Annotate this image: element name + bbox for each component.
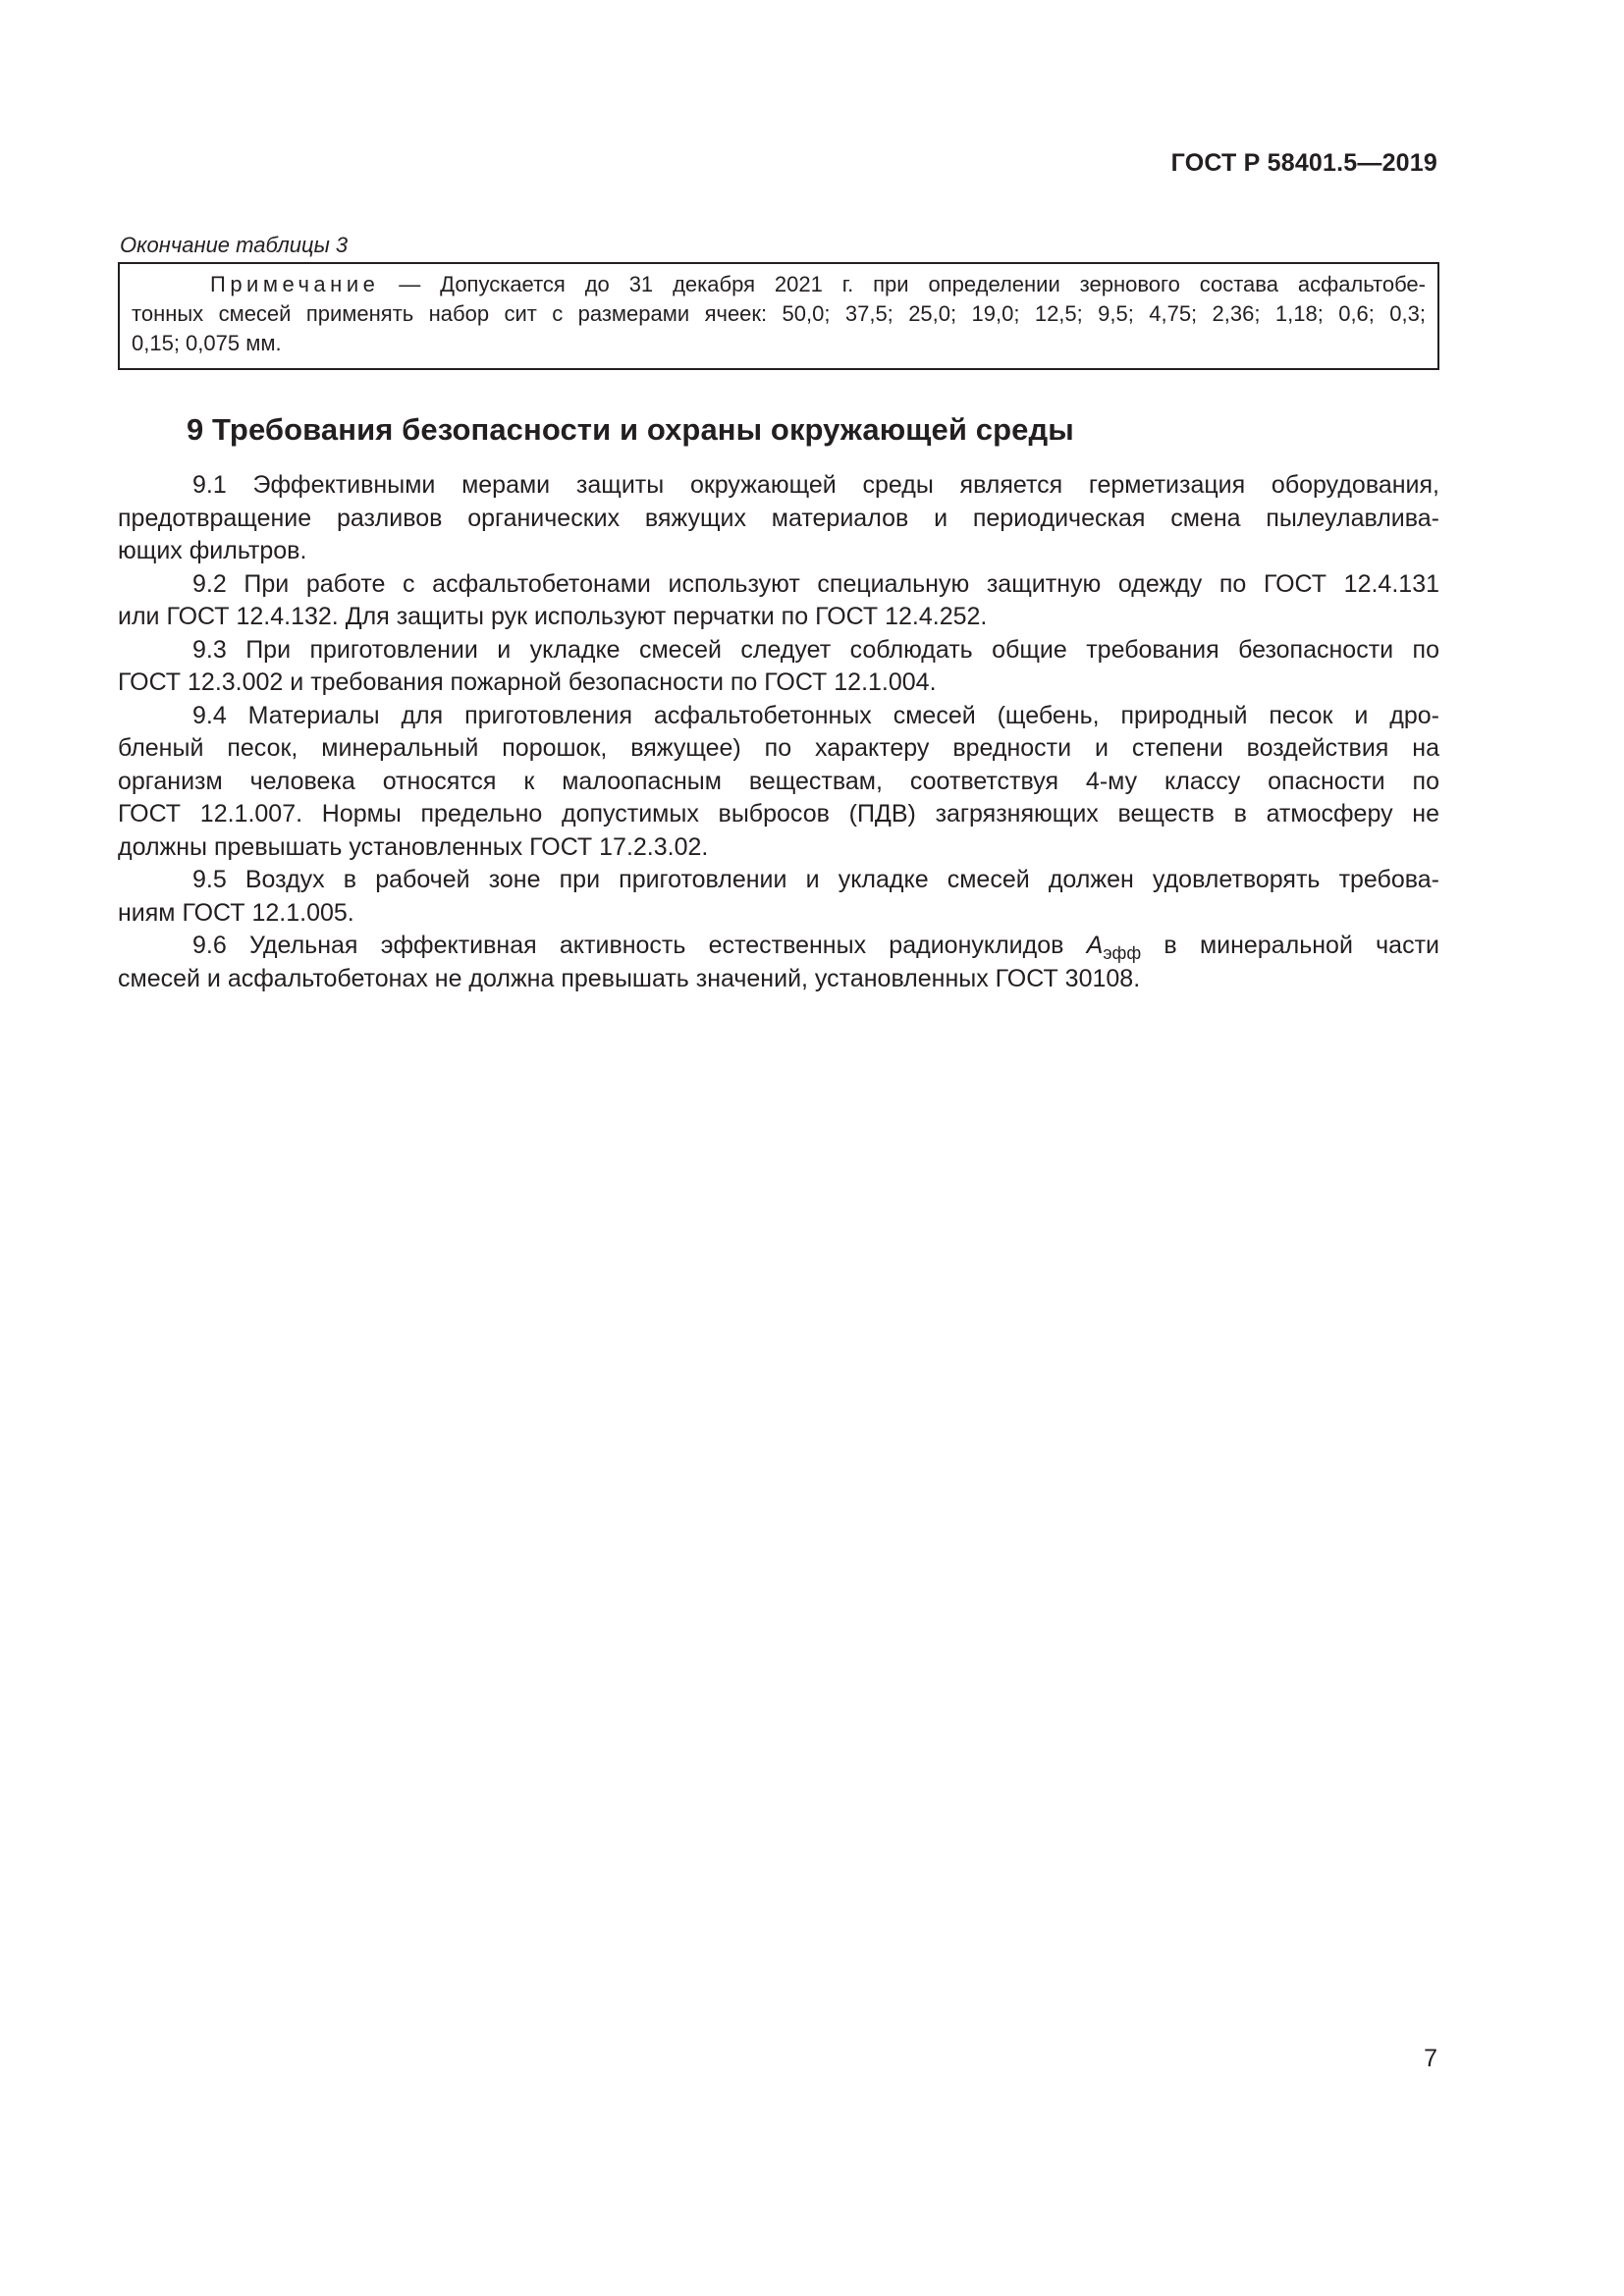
text-line: должны превышать установленных ГОСТ 17.2.3.02.: [118, 832, 709, 861]
text-line: ГОСТ 12.1.007. Нормы предельно допустимых выбросов (ПДВ) загрязняющих веществ в атмосферу не: [118, 800, 1439, 828]
text-line-9-6: [118, 930, 1439, 963]
note-text-1: — Допускается до 31 декабря 2021 г. при определении зернового состава асфальтобе-: [379, 272, 1426, 296]
text-line: 9.4 Материалы для приготовления асфальтобетонных смесей (щебень, природный песок и дро-: [192, 701, 1439, 729]
activity-subscript: эфф: [1103, 943, 1142, 963]
text-line: предотвращение разливов органических вяжущих материалов и периодическая смена пылеулавлива-: [118, 504, 1439, 532]
note-line-1: [132, 270, 1426, 299]
section-title: 9 Требования безопасности и охраны окружающей среды: [187, 412, 1074, 447]
text-line: бленый песок, минеральный порошок, вяжущее) по характеру вредности и степени воздействия на: [118, 734, 1439, 762]
section-body: [118, 469, 1439, 995]
text-9-6-start: 9.6 Удельная эффективная активность естественных радионуклидов: [192, 932, 1087, 959]
document-code: ГОСТ Р 58401.5—2019: [1170, 149, 1437, 177]
text-9-6-end: в минеральной части: [1141, 932, 1439, 959]
text-line: смесей и асфальтобетонах не должна превышать значений, установленных ГОСТ 30108.: [118, 964, 1141, 992]
text-line: 9.2 При работе с асфальтобетонами используют специальную защитную одежду по ГОСТ 12.4.131: [192, 569, 1439, 598]
text-line: 9.3 При приготовлении и укладке смесей следует соблюдать общие требования безопасности по: [192, 635, 1439, 664]
text-line: или ГОСТ 12.4.132. Для защиты рук используют перчатки по ГОСТ 12.4.252.: [118, 603, 988, 630]
text-line: ГОСТ 12.3.002 и требования пожарной безопасности по ГОСТ 12.1.004.: [118, 668, 937, 696]
text-line: 9.5 Воздух в рабочей зоне при приготовлении и укладке смесей должен удовлетворять требова-: [192, 866, 1439, 893]
text-line: 9.1 Эффективными мерами защиты окружающей среды является герметизация оборудования,: [192, 471, 1439, 499]
note-line-2: тонных смесей применять набор сит с размерами ячеек: 50,0; 37,5; 25,0; 19,0; 12,5; 9,5; 4,75; 2,36; 1,18; 0,6; 0,3;: [132, 301, 1426, 326]
note-line-3: 0,15; 0,075 мм.: [132, 331, 282, 355]
table-continuation-caption: Окончание таблицы 3: [120, 233, 349, 257]
activity-symbol: A: [1086, 932, 1104, 959]
page-number: 7: [1424, 2045, 1437, 2072]
text-line: ниям ГОСТ 12.1.005.: [118, 898, 354, 927]
text-line: организм человека относятся к малоопасным веществам, соответствуя 4-му классу опасности по: [118, 767, 1439, 795]
note-label: Примечание: [210, 272, 380, 296]
text-line: ющих фильтров.: [118, 537, 307, 564]
table-note-box: [118, 262, 1439, 370]
